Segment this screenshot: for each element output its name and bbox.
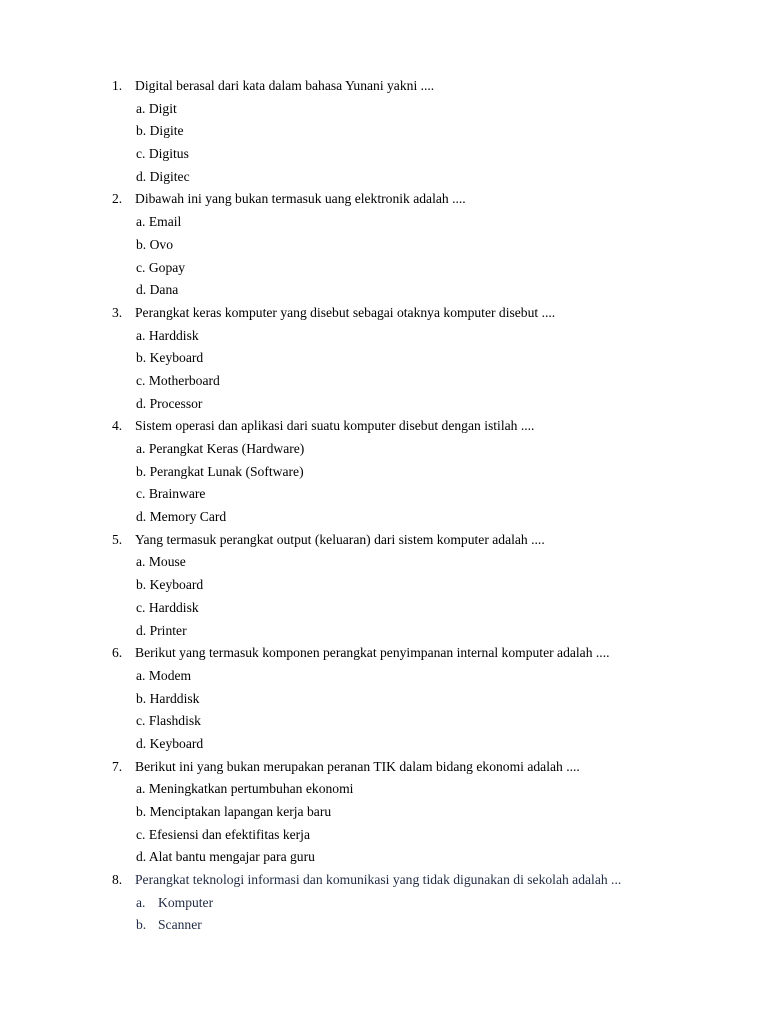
answer-option: b. Ovo	[136, 236, 174, 252]
option-row	[112, 506, 732, 529]
answer-option: c. Flashdisk	[136, 713, 201, 729]
question-number: 3.	[112, 304, 123, 320]
option-row	[112, 393, 732, 416]
option-row	[112, 824, 732, 847]
question-number: 6.	[112, 645, 123, 661]
answer-option: d. Keyboard	[136, 735, 204, 751]
question-text: Berikut yang termasuk komponen perangkat penyimpanan internal komputer adalah ....	[135, 645, 610, 661]
option-row	[112, 914, 732, 937]
question-3	[112, 302, 732, 325]
option-letter: b.	[136, 917, 147, 933]
option-row	[112, 597, 732, 620]
question-number: 4.	[112, 418, 123, 434]
option-row	[112, 551, 732, 574]
question-text: Sistem operasi dan aplikasi dari suatu komputer disebut dengan istilah ....	[135, 418, 535, 434]
question-number: 5.	[112, 531, 123, 547]
question-text: Perangkat keras komputer yang disebut sebagai otaknya komputer disebut ....	[135, 304, 556, 320]
answer-option: a. Perangkat Keras (Hardware)	[136, 441, 305, 456]
option-row	[112, 347, 732, 370]
answer-option: c. Efesiensi dan efektifitas kerja	[136, 826, 310, 842]
option-row	[112, 574, 732, 597]
answer-option	[136, 914, 202, 937]
option-row	[112, 665, 732, 688]
question-text: Berikut ini yang bukan merupakan peranan TIK dalam bidang ekonomi adalah ....	[135, 758, 580, 774]
option-row	[112, 166, 732, 189]
option-label: Komputer	[158, 894, 214, 910]
question-4	[112, 415, 732, 438]
answer-option: c. Brainware	[136, 486, 206, 502]
question-number: 2.	[112, 191, 123, 207]
option-row	[112, 98, 732, 121]
answer-option: d. Dana	[136, 282, 179, 298]
answer-option: c. Digitus	[136, 146, 189, 162]
option-row	[112, 120, 732, 143]
answer-option: b. Harddisk	[136, 690, 200, 706]
option-row	[112, 846, 732, 869]
option-row	[112, 143, 732, 166]
option-row	[112, 211, 732, 234]
question-text: Perangkat teknologi informasi dan komunikasi yang tidak digunakan di sekolah adalah ...	[135, 872, 622, 888]
answer-option: c. Gopay	[136, 259, 186, 275]
option-row	[112, 370, 732, 393]
question-5	[112, 529, 732, 552]
question-1	[112, 75, 732, 98]
question-list	[112, 75, 732, 937]
answer-option: a. Meningkatkan pertumbuhan ekonomi	[136, 781, 354, 797]
question-number: 8.	[112, 872, 123, 888]
question-text: Digital berasal dari kata dalam bahasa Yunani yakni ....	[135, 78, 435, 93]
option-row	[112, 279, 732, 302]
answer-option: d. Printer	[136, 622, 187, 638]
answer-option: a. Harddisk	[136, 327, 199, 343]
answer-option: a. Modem	[136, 667, 192, 683]
answer-option	[136, 892, 213, 915]
question-6	[112, 642, 732, 665]
option-row	[112, 483, 732, 506]
option-row	[112, 257, 732, 280]
answer-option: a. Digit	[136, 100, 177, 116]
question-text: Yang termasuk perangkat output (keluaran) dari sistem komputer adalah ....	[135, 531, 545, 547]
option-row	[112, 778, 732, 801]
option-label: Scanner	[158, 917, 202, 933]
option-row	[112, 892, 732, 915]
question-7	[112, 756, 732, 779]
option-row	[112, 438, 732, 461]
question-8	[112, 869, 732, 892]
answer-option: b. Keyboard	[136, 577, 204, 593]
option-row	[112, 620, 732, 643]
question-number: 1.	[112, 78, 123, 93]
answer-option: c. Motherboard	[136, 372, 220, 388]
option-row	[112, 325, 732, 348]
answer-option: d. Memory Card	[136, 509, 227, 525]
answer-option: b. Digite	[136, 123, 184, 139]
question-2	[112, 188, 732, 211]
option-letter: a.	[136, 894, 146, 910]
answer-option: d. Processor	[136, 395, 203, 411]
answer-option: d. Alat bantu mengajar para guru	[136, 849, 315, 865]
question-text: Dibawah ini yang bukan termasuk uang elektronik adalah ....	[135, 191, 466, 207]
answer-option: c. Harddisk	[136, 599, 199, 615]
option-row	[112, 733, 732, 756]
answer-option: a. Mouse	[136, 554, 186, 570]
question-number: 7.	[112, 758, 123, 774]
option-row	[112, 688, 732, 711]
answer-option: b. Menciptakan lapangan kerja baru	[136, 804, 332, 819]
answer-option: a. Email	[136, 214, 182, 230]
option-row	[112, 801, 732, 824]
answer-option: d. Digitec	[136, 168, 190, 184]
option-row	[112, 234, 732, 257]
option-row	[112, 710, 732, 733]
option-row	[112, 461, 732, 484]
answer-option: b. Keyboard	[136, 350, 204, 366]
answer-option: b. Perangkat Lunak (Software)	[136, 463, 304, 479]
